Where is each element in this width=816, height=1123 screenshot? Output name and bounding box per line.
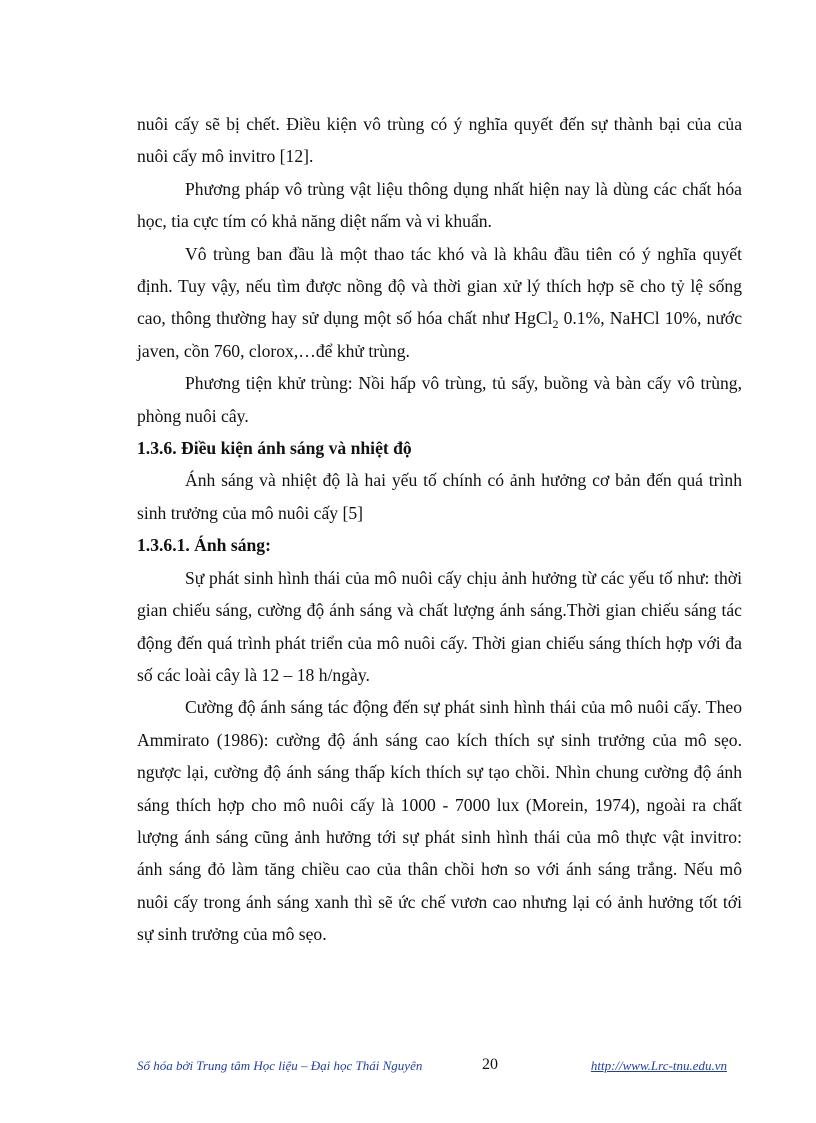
- paragraph-sterilization-equipment: Phương tiện khử trùng: Nồi hấp vô trùng, tủ sấy, buồng và bàn cấy vô trùng, phòng nuôi cây.: [137, 373, 742, 426]
- paragraph-photoperiod: Sự phát sinh hình thái của mô nuôi cấy chịu ảnh hưởng từ các yếu tố như: thời gian chiếu sáng, cường độ ánh sáng và chất lượng ánh sáng.Thời gian chiếu sáng tác động đến quá trình phát triển của mô nuôi cấy. Thời gian chiếu sáng thích hợp với đa số các loài cây là 12 – 18 h/ngày.: [137, 567, 742, 685]
- chemical-text-before: Vô trùng ban đầu là một thao tác khó và là khâu đầu tiên có ý nghĩa quyết định. Tuy vậy, nếu tìm được nồng độ và thời gian xử lý thích hợp sẽ cho tỷ lệ sống cao, thông thường hay sử dụng một số hóa chất như HgCl: [137, 243, 742, 329]
- page-number: 20: [482, 1056, 498, 1073]
- page-footer: [137, 1056, 727, 1078]
- paragraph-sterilization-method: Phương pháp vô trùng vật liệu thông dụng nhất hiện nay là dùng các chất hóa học, tia cực tím có khả năng diệt nấm và vi khuẩn.: [137, 178, 742, 232]
- paragraph-initial-sterilization: [137, 238, 742, 368]
- chemical-subscript: 2: [552, 317, 559, 332]
- paragraph-light-temperature-intro: Ánh sáng và nhiệt độ là hai yếu tố chính có ảnh hưởng cơ bản đến quá trình sinh trưởng của mô nuôi cấy [5]: [137, 470, 742, 523]
- page-body: [137, 108, 742, 951]
- footer-website-link[interactable]: http://www.Lrc-tnu.edu.vn: [590, 1058, 727, 1073]
- paragraph-sterile-conditions: nuôi cấy sẽ bị chết. Điều kiện vô trùng có ý nghĩa quyết đến sự thành bại của của nuôi cấy mô invitro [12].: [137, 114, 742, 167]
- chemical-text-after: 0.1%, NaHCl 10%, nước javen, cồn 760, clorox,…để khử trùng.: [137, 308, 742, 361]
- section-heading-light-temperature: 1.3.6. Điều kiện ánh sáng và nhiệt độ: [137, 438, 412, 459]
- paragraph-light-intensity: Cường độ ánh sáng tác động đến sự phát sinh hình thái của mô nuôi cấy. Theo Ammirato (1986): cường độ ánh sáng cao kích thích sự sinh trưởng của mô sẹo. ngược lại, cường độ ánh sáng thấp kích thích sự tạo chồi. Nhìn chung cường độ ánh sáng thích hợp cho mô nuôi cấy là 1000 - 7000 lux (Morein, 1974), ngoài ra chất lượng ánh sáng cũng ảnh hưởng tới sự phát sinh hình thái của mô thực vật invitro: ánh sáng đỏ làm tăng chiều cao của thân chồi hơn so với ánh sáng trắng. Nếu mô nuôi cấy trong ánh sáng xanh thì sẽ ức chế vươn cao nhưng lại có ảnh hưởng tốt tới sự sinh trưởng của mô sẹo.: [137, 697, 742, 945]
- subsection-heading-light: 1.3.6.1. Ánh sáng:: [137, 535, 271, 556]
- footer-digitization-credit: Số hóa bởi Trung tâm Học liệu – Đại học Thái Nguyên: [137, 1058, 423, 1073]
